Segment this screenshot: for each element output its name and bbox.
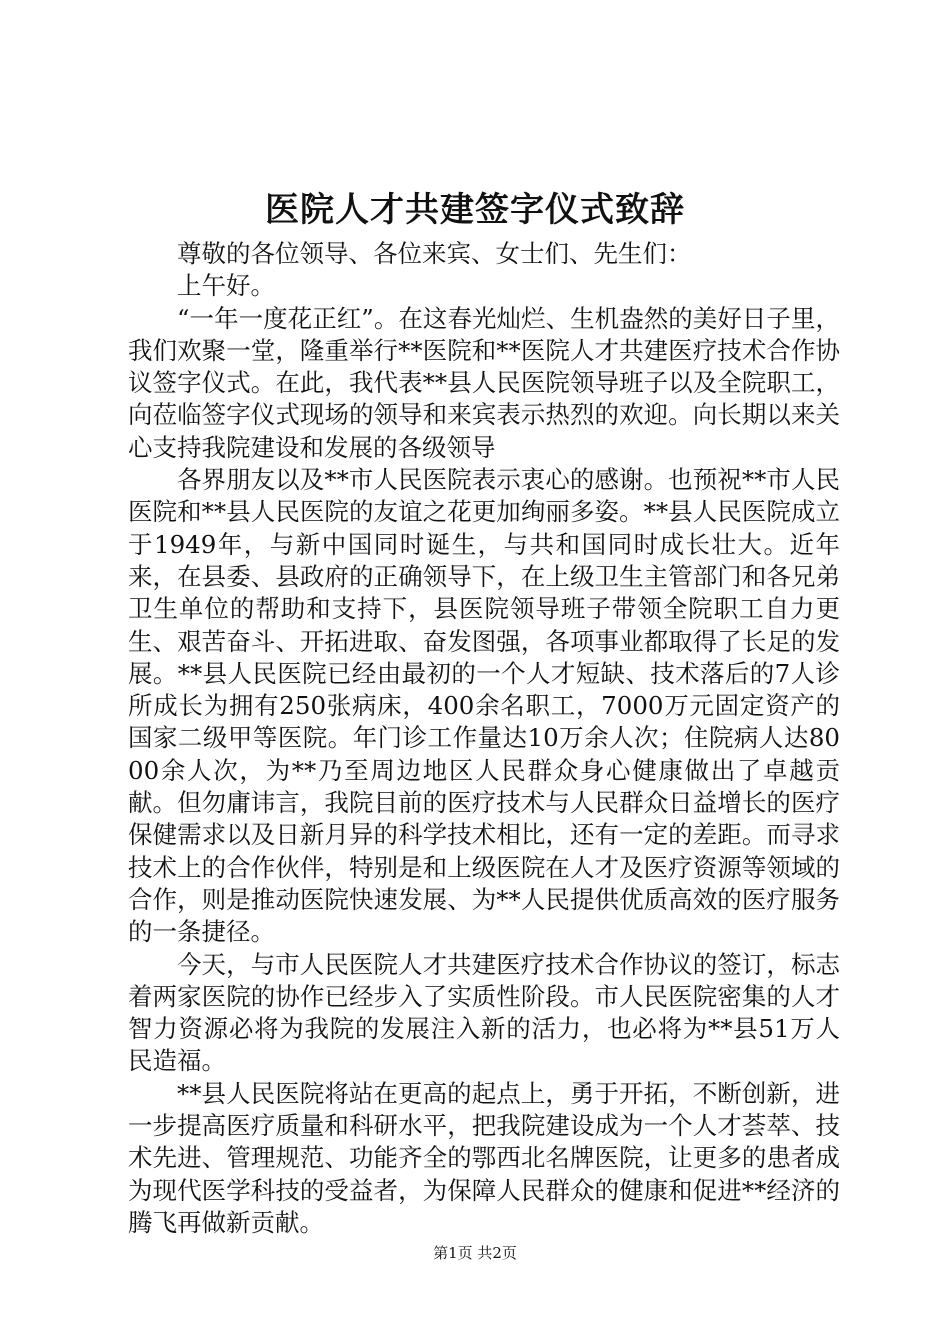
document-body bbox=[128, 238, 840, 1239]
greeting-paragraph: 上午好。 bbox=[177, 271, 275, 301]
body-paragraph: 今天，与市人民医院人才共建医疗技术合作协议的签订，标志着两家医院的协作已经步入了实质性阶段。市人民医院密集的人才智力资源必将为我院的发展注入新的活力，也必将为**县51万人民造福。 bbox=[128, 949, 840, 1076]
document-title: 医院人才共建签字仪式致辞 bbox=[265, 190, 685, 230]
body-paragraph: **县人民医院将站在更高的起点上，勇于开拓，不断创新，进一步提高医疗质量和科研水平，把我院建设成为一个人才荟萃、技术先进、管理规范、功能齐全的鄂西北名牌医院，让更多的患者成为现代医学科技的受益者，为保障人民群众的健康和促进**经济的腾飞再做新贡献。 bbox=[128, 1078, 840, 1237]
body-paragraph: 各界朋友以及**市人民医院表示衷心的感谢。也预祝**市人民医院和**县人民医院的友谊之花更加绚丽多姿。**县人民医院成立于1949年，与新中国同时诞生，与共和国同时成长壮大。近年来，在县委、县政府的正确领导下，在上级卫生主管部门和各兄弟卫生单位的帮助和支持下，县医院领导班子带领全院职工自力更生、艰苦奋斗、开拓进取、奋发图强，各项事业都取得了长足的发展。**县人民医院已经由最初的一个人才短缺、技术落后的7人诊所成长为拥有250张病床，400余名职工，7000万元固定资产的国家二级甲等医院。年门诊工作量达10万余人次；住院病人达8000余人次，为**乃至周边地区人民群众身心健康做出了卓越贡献。但勿庸讳言，我院目前的医疗技术与人民群众日益增长的医疗保健需求以及日新月异的科学技术相比，还有一定的差距。而寻求技术上的合作伙伴，特别是和上级医院在人才及医疗资源等领域的合作，则是推动医院快速发展、为**人民提供优质高效的医疗服务的一条捷径。 bbox=[128, 465, 840, 947]
page-number-footer: 第1页 共2页 bbox=[433, 1244, 517, 1262]
salutation-paragraph: 尊敬的各位领导、各位来宾、女士们、先生们： bbox=[177, 239, 692, 268]
body-paragraph: “一年一度花正红”。在这春光灿烂、生机盎然的美好日子里，我们欢聚一堂，隆重举行**医院和**医院人才共建医疗技术合作协议签字仪式。在此，我代表**县人民医院领导班子以及全院职工，向莅临签字仪式现场的领导和来宾表示热烈的欢迎。向长期以来关心支持我院建设和发展的各级领导 bbox=[128, 303, 840, 462]
